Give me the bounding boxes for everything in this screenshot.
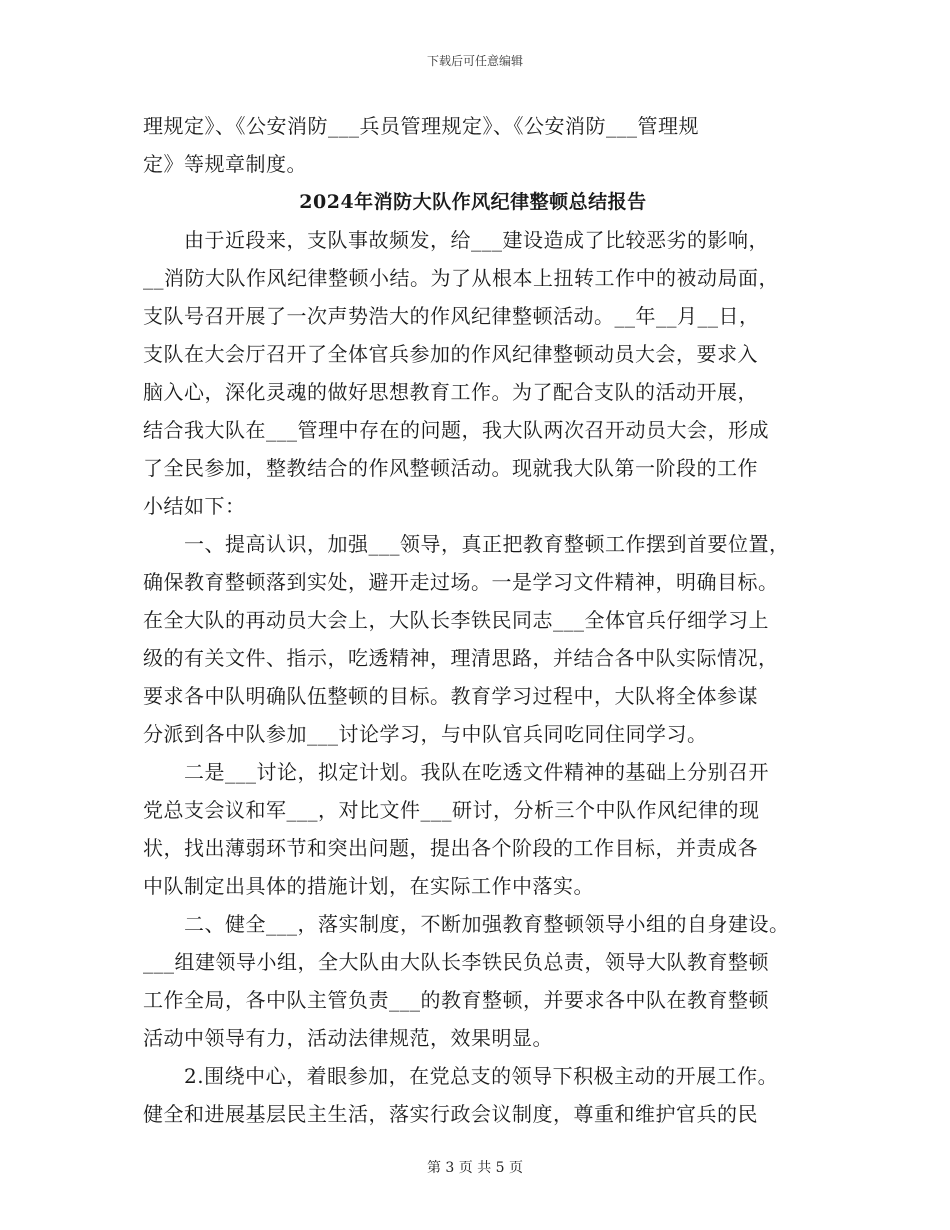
text-line: 级的有关文件、指示，吃透精神，理清思路，并结合各中队实际情况， — [143, 646, 779, 670]
page-header: 下载后可任意编辑 — [426, 54, 523, 68]
text-line: 活动中领导有力，活动法律规范，效果明显。 — [143, 1026, 553, 1050]
document-body — [143, 107, 823, 1133]
text-line: 二、健全___，落实制度，不断加强教育整顿领导小组的自身建设。 — [143, 912, 790, 936]
text-line: 脑入心，深化灵魂的做好思想教育工作。为了配合支队的活动开展， — [143, 380, 758, 404]
text-line: 状，找出薄弱环节和突出问题，提出各个阶段的工作目标，并责成各 — [143, 836, 758, 860]
text-line: ___组建领导小组，全大队由大队长李铁民负总责，领导大队教育整顿 — [143, 950, 769, 974]
text-line: 一、提高认识，加强___领导，真正把教育整顿工作摆到首要位置， — [143, 532, 790, 556]
text-line: 党总支会议和军___，对比文件___研讨，分析三个中队作风纪律的现 — [143, 798, 760, 822]
text-line: 理规定》、《公安消防___兵员管理规定》、《公安消防___管理规 — [143, 114, 699, 138]
text-line: 小结如下： — [143, 494, 246, 518]
text-line: 二是___讨论，拟定计划。我队在吃透文件精神的基础上分别召开 — [143, 760, 769, 784]
text-line: 工作全局，各中队主管负责___的教育整顿，并要求各中队在教育整顿 — [143, 988, 769, 1012]
text-line: 由于近段来，支队事故频发，给___建设造成了比较恶劣的影响， — [143, 228, 769, 252]
text-line: 了全民参加，整教结合的作风整顿活动。现就我大队第一阶段的工作 — [143, 456, 758, 480]
page-footer: 第 3 页 共 5 页 — [426, 1160, 524, 1176]
text-line: 健全和进展基层民主生活，落实行政会议制度，尊重和维护官兵的民 — [143, 1102, 758, 1126]
text-line: 在全大队的再动员大会上，大队长李铁民同志___全体官兵仔细学习上 — [143, 608, 769, 632]
text-line: 要求各中队明确队伍整顿的目标。教育学习过程中，大队将全体参谋 — [143, 684, 758, 708]
text-line: 确保教育整顿落到实处，避开走过场。一是学习文件精神，明确目标。 — [143, 570, 779, 594]
text-line: 中队制定出具体的措施计划，在实际工作中落实。 — [143, 874, 594, 898]
text-line: 支队在大会厅召开了全体官兵参加的作风纪律整顿动员大会，要求入 — [143, 342, 758, 366]
text-line: 支队号召开展了一次声势浩大的作风纪律整顿活动。__年__月__日， — [143, 304, 760, 328]
text-line: 2.围绕中心，着眼参加，在党总支的领导下积极主动的开展工作。 — [143, 1064, 779, 1088]
text-line: 结合我大队在___管理中存在的问题，我大队两次召开动员大会，形成 — [143, 418, 769, 442]
document-title: 2024年消防大队作风纪律整顿总结报告 — [299, 191, 647, 213]
text-line: 定》等规章制度。 — [143, 152, 307, 176]
text-line: __消防大队作风纪律整顿小结。为了从根本上扭转工作中的被动局面， — [143, 266, 779, 290]
text-line: 分派到各中队参加___讨论学习，与中队官兵同吃同住同学习。 — [143, 722, 708, 746]
